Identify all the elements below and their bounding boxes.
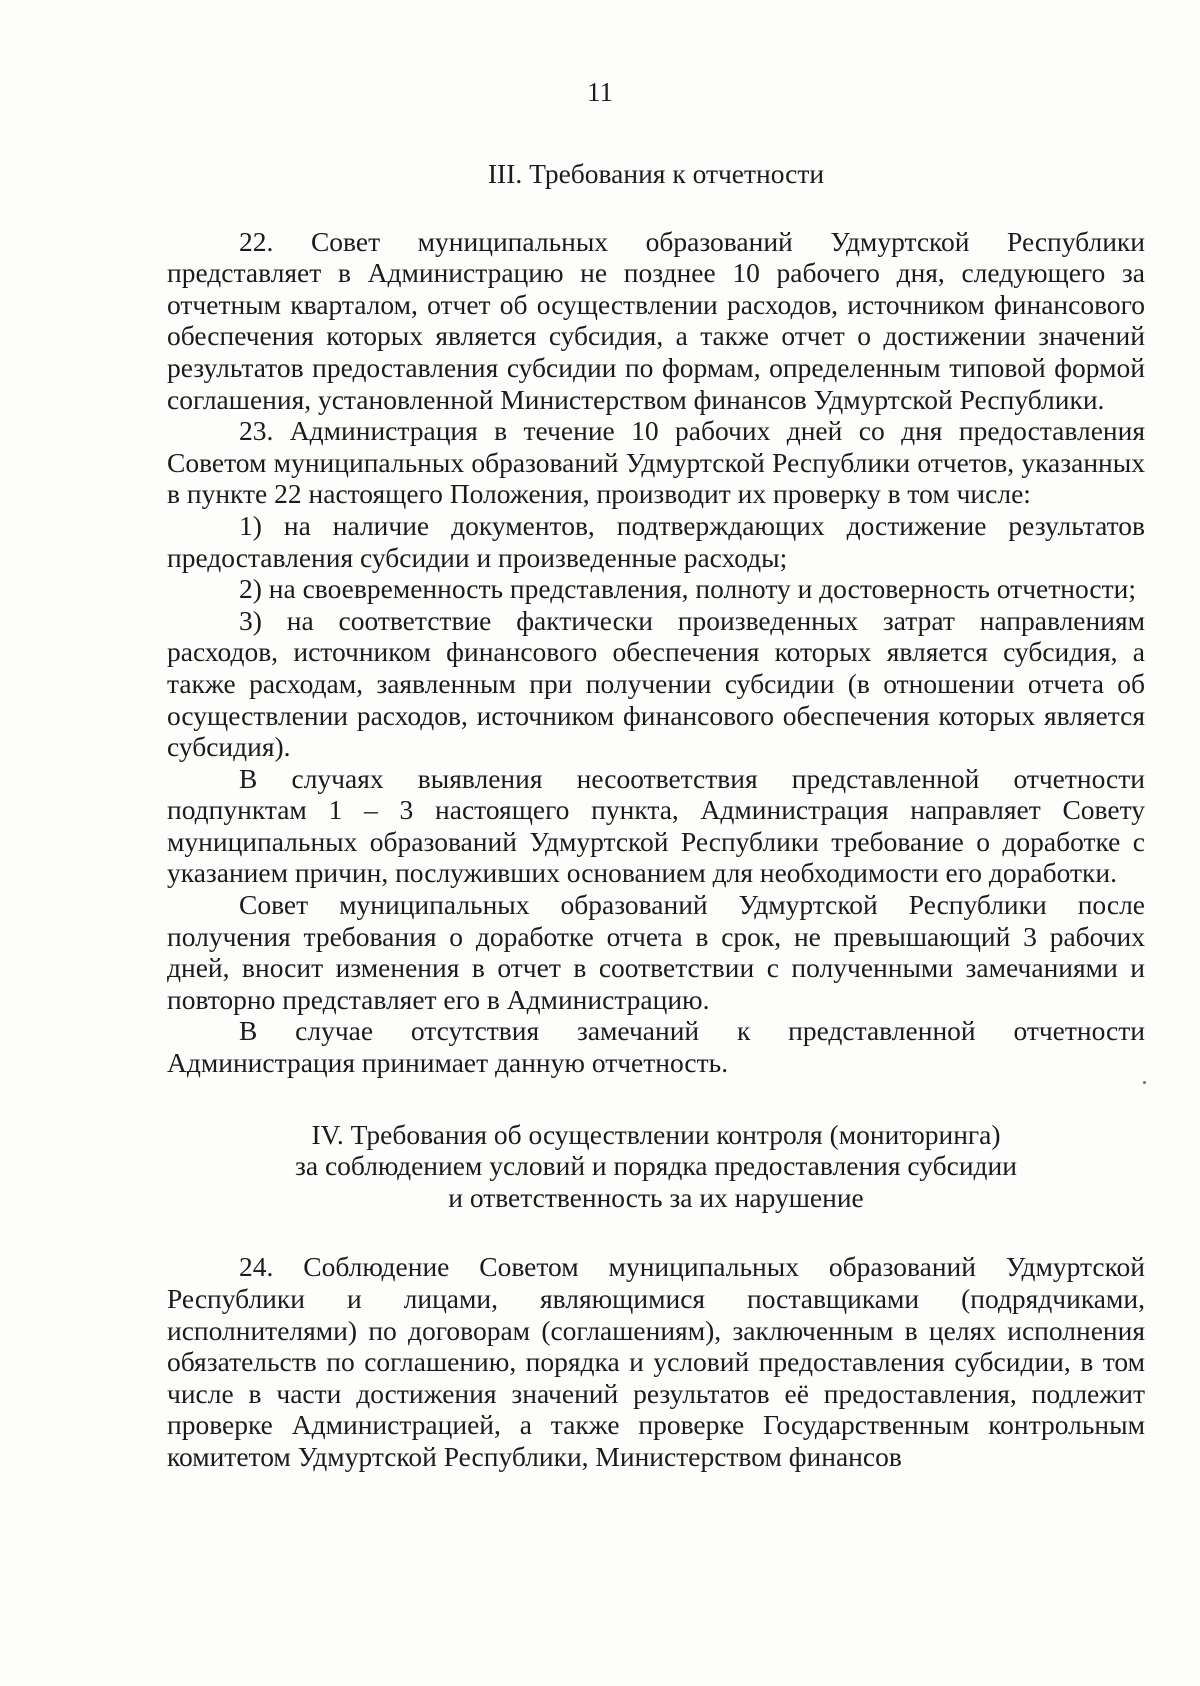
paragraph-nonconformity: В случаях выявления несоответствия представленной отчетности подпунктам 1 – 3 настоящего пункта, Администрация направляет Совету муниципальных образований Удмуртской Республики требование о доработке с указанием причин, послуживших основанием для необходимости его доработки. — [167, 762, 1145, 889]
section-3-heading: III. Требования к отчетности — [487, 158, 825, 189]
section-4-heading — [167, 1119, 1145, 1214]
page-number: 11 — [587, 77, 613, 107]
section-4-heading-line: за соблюдением условий и порядка предоставления субсидии — [295, 1150, 1017, 1182]
document-body — [167, 158, 1145, 1473]
subitem-1: 1) на наличие документов, подтверждающих достижение результатов предоставления субсидии и произведенные расходы; — [167, 509, 1145, 573]
paragraph-acceptance: В случае отсутствия замечаний к представленной отчетности Администрация принимает данную отчетность. — [167, 1015, 1145, 1079]
subitem-3: 3) на соответствие фактически произведенных затрат направлениям расходов, источником финансового обеспечения которых является субсидия, а также расходам, заявленным при получении субсидии (в отношении отчета об осуществлении расходов, источником финансового обеспечения которых является субсидия). — [167, 604, 1145, 763]
section-4-heading-line: и ответственность за их нарушение — [448, 1181, 864, 1213]
section-4-heading-line: IV. Требования об осуществлении контроля (мониторинга) — [311, 1118, 1001, 1150]
paragraph-24: 24. Соблюдение Советом муниципальных образований Удмуртской Республики и лицами, являющимися поставщиками (подрядчиками, исполнителями) по договорам (соглашениям), заключенным в целях исполнения обязательств по соглашению, порядка и условий предоставления субсидии, в том числе в части достижения значений результатов её предоставления, подлежит проверке Администрацией, а также проверке Государственным контрольным комитетом Удмуртской Республики, Министерством финансов — [167, 1251, 1145, 1472]
paragraph-23: 23. Администрация в течение 10 рабочих дней со дня предоставления Советом муниципальных образований Удмуртской Республики отчетов, указанных в пункте 22 настоящего Положения, производит их проверку в том числе: — [167, 415, 1145, 510]
subitem-2: 2) на своевременность представления, полноту и достоверность отчетности; — [239, 573, 1136, 605]
scan-speck — [1143, 1081, 1146, 1084]
paragraph-resubmission: Совет муниципальных образований Удмуртской Республики после получения требования о доработке отчета в срок, не превышающий 3 рабочих дней, вносит изменения в отчет в соответствии с полученными замечаниями и повторно представляет его в Администрацию. — [167, 889, 1145, 1015]
paragraph-22: 22. Совет муниципальных образований Удмуртской Республики представляет в Администрацию не позднее 10 рабочего дня, следующего за отчетным кварталом, отчет об осуществлении расходов, источником финансового обеспечения которых является субсидия, а также отчет о достижении значений результатов предоставления субсидии по формам, определенным типовой формой соглашения, установленной Министерством финансов Удмуртской Республики. — [167, 225, 1145, 415]
